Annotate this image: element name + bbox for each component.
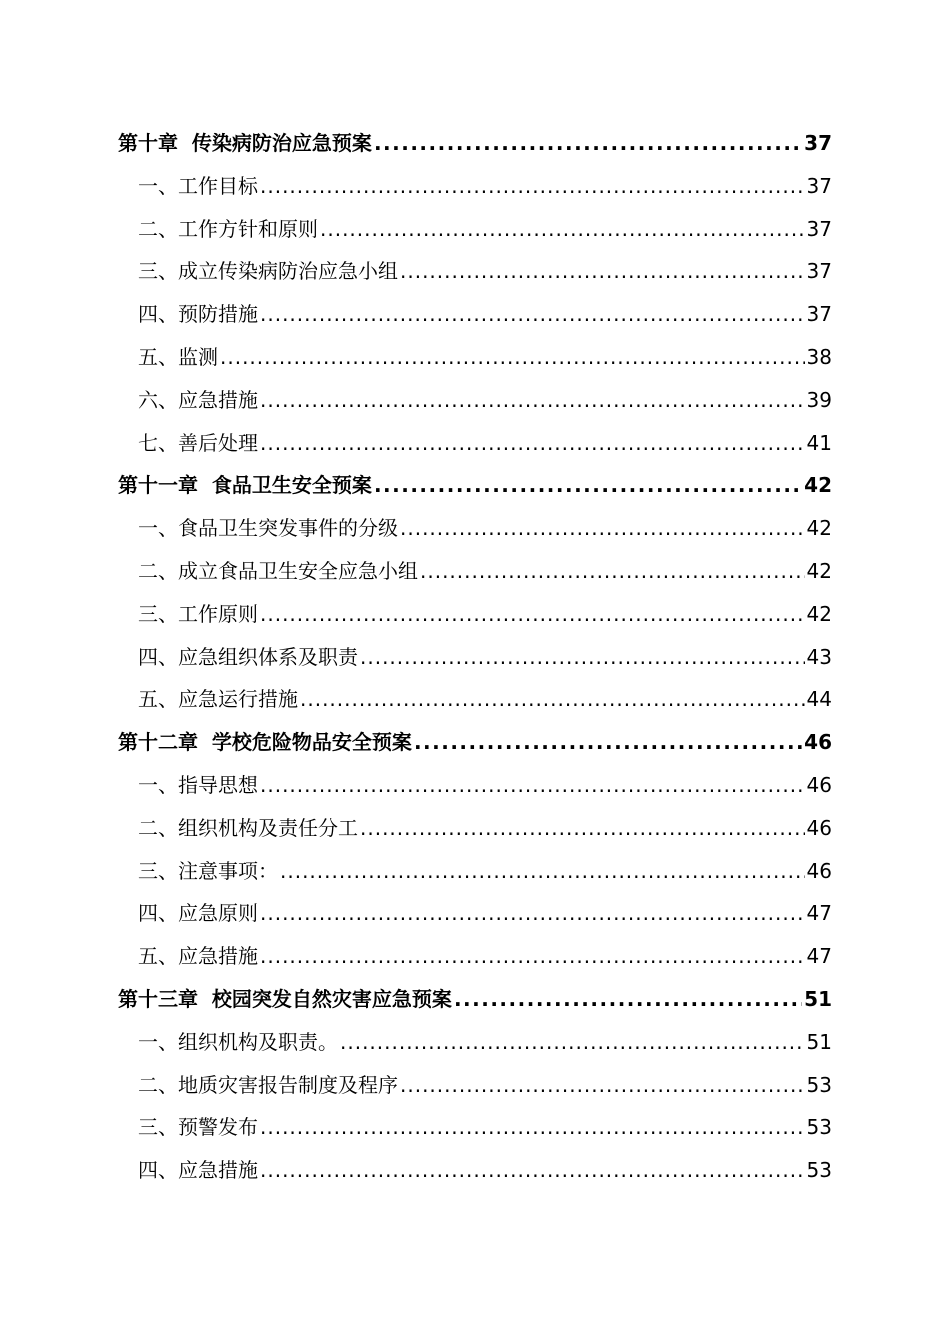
toc-page-number: 53 <box>806 1072 832 1097</box>
toc-page-number: 38 <box>806 344 832 369</box>
toc-page-number: 46 <box>806 815 832 840</box>
toc-entry-title: 二、工作方针和原则 <box>138 216 318 241</box>
toc-section[interactable] <box>118 1064 832 1107</box>
toc-section[interactable] <box>118 250 832 293</box>
toc-entry-title: 一、食品卫生突发事件的分级 <box>138 516 398 541</box>
toc-page-number: 51 <box>806 1029 832 1054</box>
toc-dot-leader <box>340 1021 805 1064</box>
toc-section[interactable] <box>118 935 832 978</box>
toc-section[interactable] <box>118 807 832 850</box>
toc-section[interactable] <box>118 764 832 807</box>
toc-entry-title: 第十一章 食品卫生安全预案 <box>118 473 372 498</box>
toc-dot-leader <box>260 379 805 422</box>
toc-dot-leader <box>454 978 802 1021</box>
toc-page-number: 42 <box>806 601 832 626</box>
toc-dot-leader <box>260 593 805 636</box>
toc-section[interactable] <box>118 593 832 636</box>
toc-page-number: 43 <box>806 644 832 669</box>
toc-entry-title: 第十三章 校园突发自然灾害应急预案 <box>118 986 452 1011</box>
toc-chapter-12[interactable] <box>118 721 832 764</box>
toc-dot-leader <box>360 636 805 679</box>
toc-dot-leader <box>414 721 802 764</box>
toc-page-number: 37 <box>806 302 832 327</box>
toc-dot-leader <box>400 507 805 550</box>
toc-section[interactable] <box>118 892 832 935</box>
toc-dot-leader <box>360 807 805 850</box>
toc-section[interactable] <box>118 208 832 251</box>
toc-dot-leader <box>260 892 805 935</box>
toc-dot-leader <box>260 935 805 978</box>
toc-entry-title: 五、应急运行措施 <box>138 687 298 712</box>
toc-page-number: 41 <box>806 430 832 455</box>
toc-section[interactable] <box>118 550 832 593</box>
toc-page-number: 53 <box>806 1115 832 1140</box>
toc-section[interactable] <box>118 1106 832 1149</box>
toc-page-number: 51 <box>804 986 832 1011</box>
toc-entry-title: 六、应急措施 <box>138 387 258 412</box>
toc-page-number: 46 <box>806 858 832 883</box>
toc-page-number: 44 <box>806 687 832 712</box>
toc-section[interactable] <box>118 379 832 422</box>
toc-section[interactable] <box>118 678 832 721</box>
toc-dot-leader <box>320 208 805 251</box>
toc-dot-leader <box>220 336 805 379</box>
toc-page-number: 46 <box>806 772 832 797</box>
toc-entry-title: 二、地质灾害报告制度及程序 <box>138 1072 398 1097</box>
toc-entry-title: 二、组织机构及责任分工 <box>138 815 358 840</box>
toc-page-number: 42 <box>804 473 832 498</box>
toc-section[interactable] <box>118 850 832 893</box>
toc-dot-leader <box>374 464 802 507</box>
toc-section[interactable] <box>118 1149 832 1192</box>
toc-page-number: 37 <box>804 131 832 155</box>
toc-page-number: 47 <box>806 944 832 969</box>
toc-dot-leader <box>260 764 805 807</box>
toc-entry-title: 三、注意事项： <box>138 858 278 883</box>
toc-dot-leader <box>420 550 805 593</box>
toc-page-number: 42 <box>806 558 832 583</box>
toc-section[interactable] <box>118 165 832 208</box>
toc-dot-leader <box>400 250 805 293</box>
toc-entry-title: 第十章 传染病防治应急预案 <box>118 131 372 155</box>
toc-section[interactable] <box>118 293 832 336</box>
toc-dot-leader <box>280 850 805 893</box>
toc-section[interactable] <box>118 507 832 550</box>
toc-entry-title: 五、监测 <box>138 344 218 369</box>
toc-page-number: 53 <box>806 1158 832 1183</box>
toc-section[interactable] <box>118 1021 832 1064</box>
toc-entry-title: 一、指导思想 <box>138 772 258 797</box>
toc-entry-title: 三、成立传染病防治应急小组 <box>138 259 398 284</box>
toc-entry-title: 一、工作目标 <box>138 173 258 198</box>
toc-dot-leader <box>260 1149 805 1192</box>
toc-section[interactable] <box>118 422 832 465</box>
toc-page-number: 46 <box>804 730 832 755</box>
toc-chapter-10[interactable] <box>118 122 832 165</box>
toc-dot-leader <box>300 678 805 721</box>
toc-entry-title: 四、应急组织体系及职责 <box>138 644 358 669</box>
toc-dot-leader <box>260 293 805 336</box>
toc-dot-leader <box>260 165 805 208</box>
toc-entry-title: 四、应急原则 <box>138 901 258 926</box>
toc-section[interactable] <box>118 636 832 679</box>
table-of-contents <box>118 122 832 1192</box>
toc-page-number: 39 <box>806 387 832 412</box>
toc-page-number: 37 <box>806 259 832 284</box>
toc-entry-title: 三、工作原则 <box>138 601 258 626</box>
toc-entry-title: 二、成立食品卫生安全应急小组 <box>138 558 418 583</box>
toc-entry-title: 第十二章 学校危险物品安全预案 <box>118 730 412 755</box>
toc-dot-leader <box>374 122 802 165</box>
toc-chapter-13[interactable] <box>118 978 832 1021</box>
toc-dot-leader <box>400 1064 805 1107</box>
toc-entry-title: 五、应急措施 <box>138 944 258 969</box>
toc-page-number: 47 <box>806 901 832 926</box>
toc-dot-leader <box>260 422 805 465</box>
toc-entry-title: 三、预警发布 <box>138 1115 258 1140</box>
toc-section[interactable] <box>118 336 832 379</box>
toc-entry-title: 四、预防措施 <box>138 302 258 327</box>
toc-page-number: 37 <box>806 173 832 198</box>
toc-page-number: 37 <box>806 216 832 241</box>
toc-entry-title: 四、应急措施 <box>138 1158 258 1183</box>
toc-page-number: 42 <box>806 516 832 541</box>
toc-entry-title: 七、善后处理 <box>138 430 258 455</box>
toc-dot-leader <box>260 1106 805 1149</box>
toc-entry-title: 一、组织机构及职责。 <box>138 1029 338 1054</box>
toc-chapter-11[interactable] <box>118 464 832 507</box>
